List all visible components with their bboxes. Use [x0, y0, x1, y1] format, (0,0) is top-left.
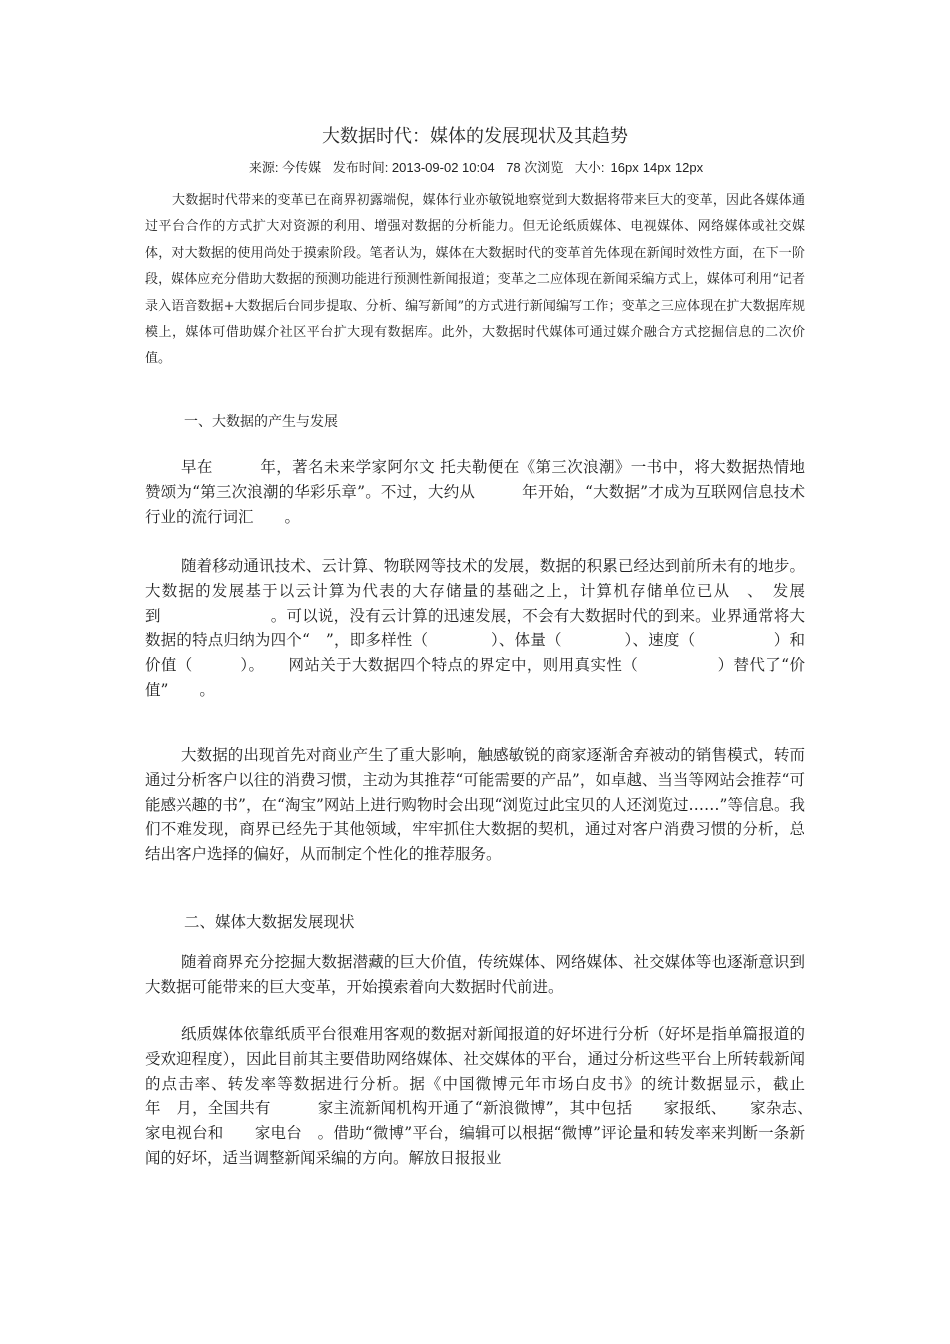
paragraph-1: 早在 年，著名未来学家阿尔文 托夫勒便在《第三次浪潮》一书中，将大数据热情地赞颂为“第三次浪潮的华彩乐章”。不过，大约从 年开始，“大数据”才成为互联网信息技术行业的流行词汇 。 [145, 458, 805, 526]
paragraph-2: 随着移动通讯技术、云计算、物联网等技术的发展，数据的积累已经达到前所未有的地步。大数据的发展基于以云计算为代表的大存储量的基础之上，计算机存储单位已从 、 发展到 。可以说，没有云计算的迅速发展，不会有大数据时代的到来。业界通常将大数据的特点归纳为四个“ ”，即多样性（ ）、体量（ ）、速度（ ）和价值（ ）。 网站关于大数据四个特点的界定中，则用真实性（ ）替代了“价值” 。 [145, 557, 805, 699]
font-size-16-link[interactable]: 16px [610, 160, 639, 175]
paragraph-5: 纸质媒体依靠纸质平台很难用客观的数据对新闻报道的好坏进行分析（好坏是指单篇报道的受欢迎程度），因此目前其主要借助网络媒体、社交媒体的平台，通过分析这些平台上所转载新闻的点击率、转发率等数据进行分析。据《中国微博元年市场白皮书》的统计数据显示，截止 年 月，全国共有 家主流新闻机构开通了“新浪微博”，其中包括 家报纸、 家杂志、 家电视台和 家电台 。借助“微博”平台，编辑可以根据“微博”评论量和转发率来判断一条新闻的好坏，适当调整新闻采编的方向。解放日报报业 [145, 1025, 852, 1167]
font-size-12-link[interactable]: 12px [674, 160, 704, 175]
source-label: 来源: 今传媒 [248, 160, 322, 175]
article-title: 大数据时代：媒体的发展现状及其趋势 [322, 126, 628, 147]
article-meta [0, 159, 950, 176]
view-count: 78 次浏览 [506, 160, 564, 175]
article-intro: 大数据时代带来的变革已在商界初露端倪，媒体行业亦敏锐地察觉到大数据将带来巨大的变革，因此各媒体通过平台合作的方式扩大对资源的利用、增强对数据的分析能力。但无论纸质媒体、电视媒体、网络媒体或社交媒体，对大数据的使用尚处于摸索阶段。笔者认为，媒体在大数据时代的变革首先体现在新闻时效性方面，在下一阶段，媒体应充分借助大数据的预测功能进行预测性新闻报道；变革之二应体现在新闻采编方式上，媒体可利用“记者录入语音数据+大数据后台同步提取、分析、编写新闻”的方式进行新闻编写工作；变革之三应体现在扩大数据库规模上，媒体可借助媒介社区平台扩大现有数据库。此外，大数据时代媒体可通过媒介融合方式挖掘信息的二次价值。 [145, 193, 805, 367]
font-size-14-link[interactable]: 14px [642, 160, 671, 175]
font-size-label: 大小: [574, 160, 605, 175]
section-heading-1: 一、大数据的产生与发展 [184, 414, 338, 430]
section-heading-2: 二、媒体大数据发展现状 [184, 913, 355, 931]
paragraph-3: 大数据的出现首先对商业产生了重大影响，触感敏锐的商家逐渐舍弃被动的销售模式，转而通过分析客户以往的消费习惯，主动为其推荐“可能需要的产品”，如卓越、当当等网站会推荐“可能感兴趣的书”，在“淘宝”网站上进行购物时会出现“浏览过此宝贝的人还浏览过……”等信息。我们不难发现，商界已经先于其他领域，牢牢抓住大数据的契机，通过对客户消费习惯的分析，总结出客户选择的偏好，从而制定个性化的推荐服务。 [145, 746, 805, 864]
publish-time: 发布时间: 2013-09-02 10:04 [332, 160, 495, 175]
paragraph-4: 随着商界充分挖掘大数据潜藏的巨大价值，传统媒体、网络媒体、社交媒体等也逐渐意识到大数据可能带来的巨大变革，开始摸索着向大数据时代前进。 [145, 953, 805, 996]
